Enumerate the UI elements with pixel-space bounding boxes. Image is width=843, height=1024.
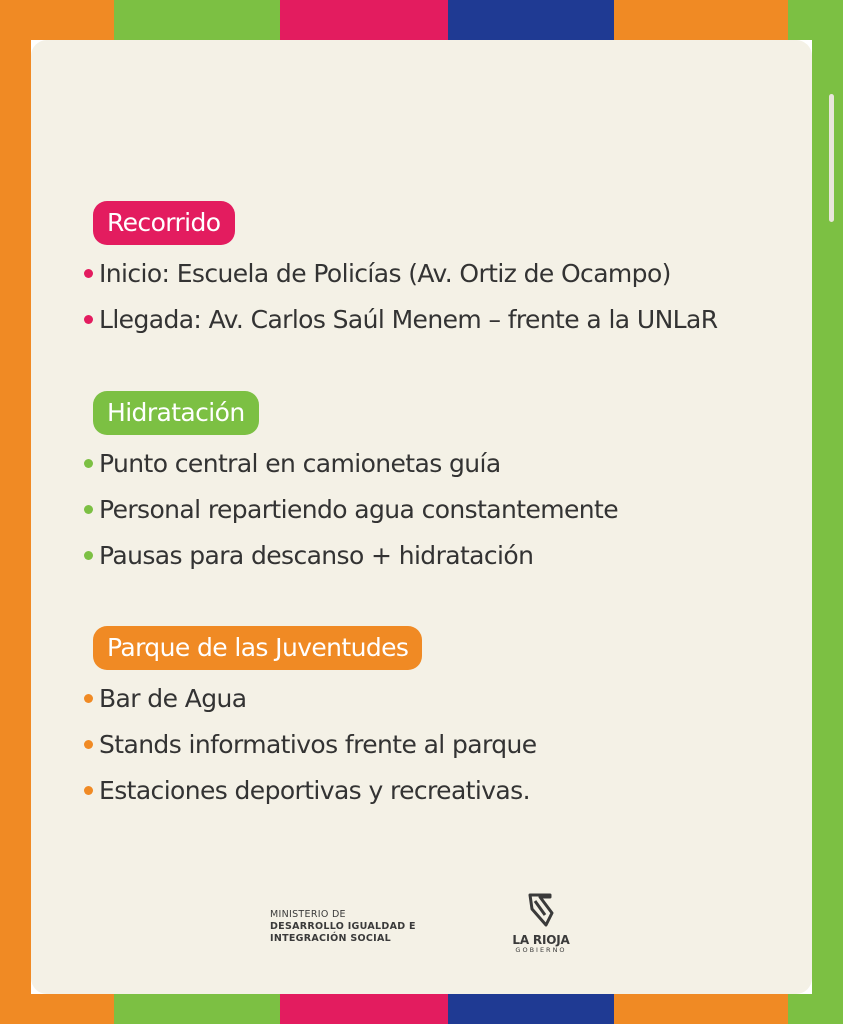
list-item-text: Stands informativos frente al parque <box>99 730 537 759</box>
logo-subtitle: GOBIERNO <box>515 946 567 954</box>
frame-stripe <box>788 994 843 1024</box>
list-item-text: Punto central en camionetas guía <box>99 449 501 478</box>
frame-side-right <box>812 40 843 994</box>
ministry-line: MINISTERIO DE <box>270 909 346 920</box>
frame-stripe <box>0 994 114 1024</box>
bullet-icon <box>84 269 93 278</box>
bullet-icon <box>84 551 93 560</box>
list-item <box>84 251 718 297</box>
scrollbar-thumb[interactable] <box>829 94 834 222</box>
frame-stripe <box>280 994 448 1024</box>
section-hidratacion <box>84 391 618 579</box>
item-list <box>84 251 718 343</box>
frame-stripe <box>114 0 280 40</box>
list-item-text: Personal repartiendo agua constantemente <box>99 495 619 524</box>
bullet-icon <box>84 315 93 324</box>
bullet-icon <box>84 786 93 795</box>
bullet-icon <box>84 694 93 703</box>
frame-stripe <box>448 994 614 1024</box>
ministry-line: INTEGRACIÓN SOCIAL <box>270 933 391 944</box>
section-title-badge: Hidratación <box>93 391 259 435</box>
frame-stripe <box>448 0 614 40</box>
list-item <box>84 722 537 768</box>
list-item-text: Inicio: Escuela de Policías (Av. Ortiz de Ocampo) <box>99 259 671 288</box>
section-parque-juventudes <box>84 626 537 814</box>
list-item <box>84 533 618 579</box>
item-list <box>84 441 618 579</box>
list-item <box>84 297 718 343</box>
frame-stripe <box>614 0 788 40</box>
item-list <box>84 676 537 814</box>
section-recorrido <box>84 201 718 343</box>
frame-side-left <box>0 40 31 994</box>
logo-name: LA RIOJA <box>512 933 570 947</box>
list-item <box>84 441 618 487</box>
list-item-text: Llegada: Av. Carlos Saúl Menem – frente a la UNLaR <box>99 305 718 334</box>
list-item <box>84 487 618 533</box>
frame-stripe <box>280 0 448 40</box>
la-rioja-logo-icon <box>526 893 556 927</box>
ministry-logo-text <box>270 909 416 945</box>
section-title-badge: Recorrido <box>93 201 235 245</box>
bullet-icon <box>84 459 93 468</box>
list-item <box>84 676 537 722</box>
bullet-icon <box>84 505 93 514</box>
list-item <box>84 768 537 814</box>
bullet-icon <box>84 740 93 749</box>
section-title-badge: Parque de las Juventudes <box>93 626 422 670</box>
list-item-text: Pausas para descanso + hidratación <box>99 541 534 570</box>
ministry-line: DESARROLLO IGUALDAD E <box>270 921 416 932</box>
la-rioja-logo <box>504 893 578 954</box>
frame-stripe <box>614 994 788 1024</box>
frame-stripe <box>114 994 280 1024</box>
frame-stripe <box>788 0 843 40</box>
frame-stripe <box>0 0 114 40</box>
list-item-text: Bar de Agua <box>99 684 247 713</box>
list-item-text: Estaciones deportivas y recreativas. <box>99 776 530 805</box>
